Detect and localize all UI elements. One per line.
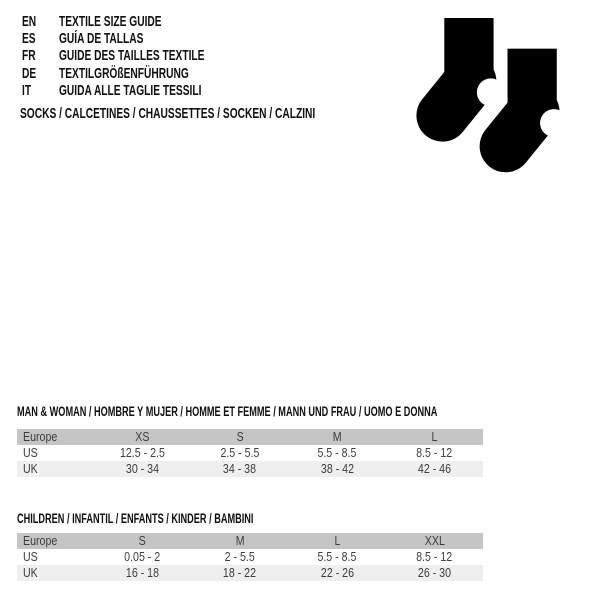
- column-header-size: M: [235, 534, 245, 548]
- region-cell: UK: [23, 566, 38, 580]
- sock-left-heel-notch: [477, 78, 505, 106]
- language-label: TEXTILGRÖßENFÜHRUNG: [59, 64, 189, 82]
- category-title: SOCKS / CALCETINES / CHAUSSETTES / SOCKEN / CALZINI: [20, 105, 316, 122]
- socks-icon: [405, 18, 571, 176]
- language-label: GUIDE DES TAILLES TEXTILE: [59, 47, 205, 65]
- table-row-uk: [17, 461, 483, 477]
- language-code: FR: [22, 47, 36, 65]
- region-cell: US: [23, 446, 38, 460]
- language-label: GUÍA DE TALLAS: [59, 30, 144, 48]
- table-header-row: [17, 533, 483, 549]
- man-woman-table-title: MAN & WOMAN / HOMBRE Y MUJER / HOMME ET FEMME / MANN UND FRAU / UOMO E DONNA: [17, 404, 438, 419]
- table-row-us: [17, 549, 483, 565]
- children-size-table: [17, 533, 483, 581]
- language-code: ES: [22, 30, 36, 48]
- size-cell: 2.5 - 5.5: [220, 446, 260, 460]
- size-cell: 42 - 46: [417, 462, 451, 476]
- table-header-row: [17, 429, 483, 445]
- language-row-en: [22, 13, 273, 30]
- children-table-title: CHILDREN / INFANTIL / ENFANTS / KINDER / BAMBINI: [17, 511, 254, 526]
- column-header-size: XS: [135, 430, 150, 444]
- column-header-size: L: [431, 430, 438, 444]
- size-cell: 12.5 - 2.5: [120, 446, 166, 460]
- language-row-fr: [22, 47, 273, 64]
- language-code: DE: [22, 64, 37, 82]
- language-row-de: [22, 65, 273, 82]
- size-cell: 0.05 - 2: [124, 550, 161, 564]
- column-header-size: S: [236, 430, 244, 444]
- language-row-it: [22, 82, 273, 99]
- region-cell: UK: [23, 462, 38, 476]
- size-cell: 2 - 5.5: [224, 550, 255, 564]
- man-woman-size-table: [17, 429, 483, 477]
- column-header-size: M: [332, 430, 342, 444]
- language-label: TEXTILE SIZE GUIDE: [59, 13, 162, 30]
- language-row-es: [22, 30, 273, 47]
- column-header-size: L: [334, 534, 341, 548]
- size-cell: 8.5 - 12: [416, 550, 453, 564]
- size-cell: 30 - 34: [126, 462, 160, 476]
- size-cell: 26 - 30: [417, 566, 451, 580]
- column-header-europe: Europe: [23, 430, 58, 444]
- size-cell: 5.5 - 8.5: [317, 550, 357, 564]
- table-row-us: [17, 445, 483, 461]
- size-cell: 5.5 - 8.5: [317, 446, 357, 460]
- sock-right-heel-notch: [540, 109, 568, 137]
- size-cell: 22 - 26: [320, 566, 354, 580]
- size-cell: 8.5 - 12: [416, 446, 453, 460]
- size-cell: 18 - 22: [223, 566, 257, 580]
- size-cell: 34 - 38: [223, 462, 257, 476]
- column-header-europe: Europe: [23, 534, 58, 548]
- language-code: IT: [22, 81, 32, 99]
- language-label: GUIDA ALLE TAGLIE TESSILI: [59, 81, 202, 99]
- column-header-size: S: [139, 534, 147, 548]
- size-cell: 38 - 42: [320, 462, 354, 476]
- table-row-uk: [17, 565, 483, 581]
- column-header-size: XXL: [424, 534, 445, 548]
- language-guide-list: [22, 13, 273, 99]
- language-code: EN: [22, 13, 37, 30]
- size-cell: 16 - 18: [126, 566, 160, 580]
- region-cell: US: [23, 550, 38, 564]
